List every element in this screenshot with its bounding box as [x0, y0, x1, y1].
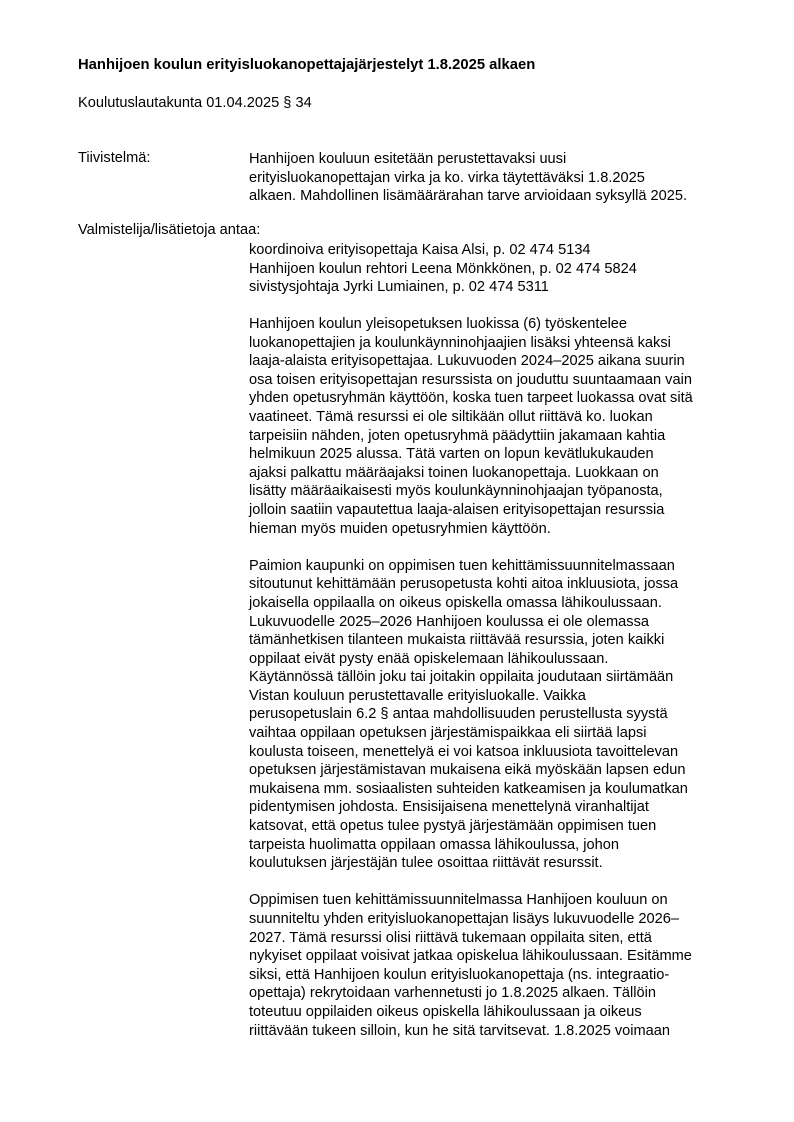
body-line: katsovat, että opetus tulee pystyä järjestämään oppimisen tuen — [249, 818, 657, 835]
summary-line: Hanhijoen kouluun esitetään perustettavaksi uusi — [249, 151, 567, 167]
body-line: siksi, että Hanhijoen koulun erityisluokanopettaja (ns. integraatio- — [249, 966, 670, 983]
body-line: laaja-alaista erityisopettajaa. Lukuvuoden 2024–2025 aikana suurin — [249, 353, 685, 370]
body-line: suunniteltu yhden erityisluokanopettajan lisäys lukuvuodelle 2026– — [249, 911, 679, 927]
contact-line: Hanhijoen koulun rehtori Leena Mönkkönen, p. 02 474 5824 — [249, 260, 637, 277]
body-line: sitoutunut kehittämään perusopetusta kohti aitoa inkluusiota, jossa — [249, 576, 679, 593]
body-paragraph — [249, 891, 739, 1040]
contact-line: sivistysjohtaja Jyrki Lumiainen, p. 02 474 5311 — [249, 279, 549, 296]
body-line: Paimion kaupunki on oppimisen tuen kehittämissuunnitelmassaan — [249, 557, 675, 574]
summary-line: erityisluokanopettajan virka ja ko. virka täytettäväksi 1.8.2025 — [249, 169, 645, 186]
body-line: Hanhijoen koulun yleisopetuksen luokissa (6) työskentelee — [249, 316, 628, 332]
body-line: tarpeista huolimatta oppilaan omassa lähikoulussa, johon — [249, 836, 619, 853]
body-line: luokanopettajien ja koulunkäynninohjaajien lisäksi yhteensä kaksi — [249, 334, 671, 351]
document-title: Hanhijoen koulun erityisluokanopettajajärjestelyt 1.8.2025 alkaen — [78, 57, 536, 73]
body-line: mukaisena mm. sosiaalisten suhteiden katkeamisen ja koulumatkan — [249, 780, 688, 797]
body-line: Vistan kouluun perustettavalle erityisluokalle. Vaikka — [249, 687, 586, 704]
summary-label: Tiivistelmä: — [78, 150, 151, 166]
body-line: Lukuvuodelle 2025–2026 Hanhijoen koulussa ei ole olemassa — [249, 613, 649, 630]
body-line: opetuksen järjestämistavan mukaisena eikä myöskään lapsen edun — [249, 762, 686, 779]
preparer-label: Valmistelija/lisätietoja antaa: — [78, 222, 261, 238]
body-line: opettaja) rekrytoidaan varhennetusti jo 1.8.2025 alkaen. Tällöin — [249, 985, 657, 1002]
body-line: lisätty määräaikaisesti myös koulunkäynninohjaajan työpanosta, — [249, 483, 663, 500]
body-line: jolloin saatiin vapautettua laaja-alaisen erityisopettajan resurssia — [249, 501, 665, 518]
body-line: hieman myös muiden opetusryhmien käyttöön. — [249, 520, 551, 537]
summary-text — [249, 150, 739, 206]
contact-list — [249, 241, 739, 297]
body-line: oppilaat eivät pysty enää opiskelemaan lähikoulussaan. — [249, 650, 609, 667]
body-line: Oppimisen tuen kehittämissuunnitelmassa Hanhijoen kouluun on — [249, 892, 668, 909]
body-paragraph — [249, 557, 739, 873]
body-line: toteutuu oppilaiden oikeus opiskella lähikoulussaan ja oikeus — [249, 1003, 642, 1020]
body-paragraph — [249, 315, 739, 538]
body-text — [249, 315, 739, 1059]
meeting-reference: Koulutuslautakunta 01.04.2025 § 34 — [78, 95, 312, 111]
body-line: riittävään tukeen silloin, kun he sitä tarvitsevat. 1.8.2025 voimaan — [249, 1022, 671, 1039]
body-line: vaihtaa oppilaan opetuksen järjestämispaikkaa eli siirtää lapsi — [249, 725, 647, 742]
contact-line: koordinoiva erityisopettaja Kaisa Alsi, p. 02 474 5134 — [249, 242, 591, 258]
body-line: vaatineet. Tämä resurssi ei ole siltikään ollut riittävä ko. luokan — [249, 408, 653, 425]
body-line: koulutuksen järjestäjän tulee osoittaa riittävät resurssit. — [249, 855, 603, 872]
summary-line: alkaen. Mahdollinen lisämäärärahan tarve arvioidaan syksyllä 2025. — [249, 188, 688, 205]
body-line: yhden opetusryhmän käyttöön, koska tuen tarpeet luokassa ovat sitä — [249, 390, 693, 407]
body-line: 2027. Tämä resurssi olisi riittävä tukemaan oppilaita siten, että — [249, 929, 652, 946]
body-line: jokaisella oppilaalla on oikeus opiskella omassa lähikoulussaan. — [249, 594, 662, 611]
body-line: nykyiset oppilaat voisivat jatkaa opiskelua lähikoulussaan. Esitämme — [249, 948, 692, 965]
body-line: osa toisen erityisopettajan resurssista on jouduttu suuntaamaan vain — [249, 371, 692, 388]
body-line: Käytännössä tällöin joku tai joitakin oppilaita joudutaan siirtämään — [249, 669, 674, 686]
body-line: tämänhetkisen tilanteen mukaista riittävää resurssia, joten kaikki — [249, 632, 665, 649]
body-line: helmikuun 2025 alussa. Tätä varten on lopun kevätlukukauden — [249, 446, 654, 463]
body-line: perusopetuslain 6.2 § antaa mahdollisuuden perustellusta syystä — [249, 706, 668, 723]
body-line: koulusta toiseen, menettelyä ei voi katsoa inkluusiota tavoittelevan — [249, 743, 679, 760]
body-line: tarpeisiin nähden, joten opetusryhmä päädyttiin jakamaan kahtia — [249, 427, 666, 444]
body-line: ajaksi palkattu määräajaksi toinen luokanopettaja. Luokkaan on — [249, 464, 659, 481]
body-line: pidentymisen johdosta. Ensisijaisena menettelynä viranhaltijat — [249, 799, 649, 816]
